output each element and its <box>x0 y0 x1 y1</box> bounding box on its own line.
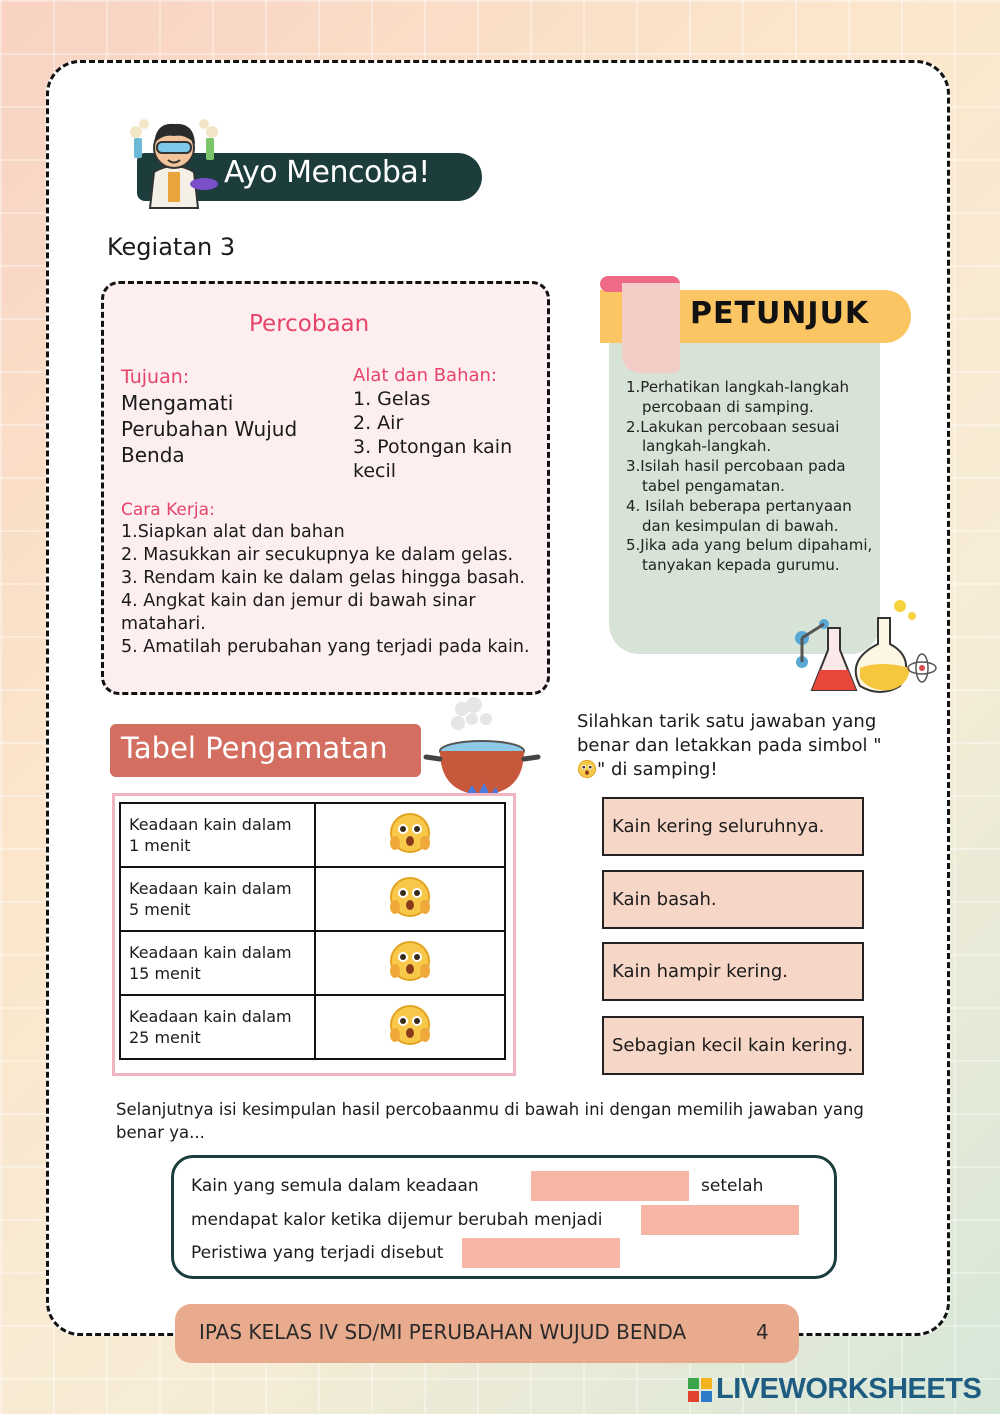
conclusion-line1-a: Kain yang semula dalam keadaan <box>191 1176 479 1196</box>
answer-choice[interactable]: Kain basah. <box>602 870 864 929</box>
table-row <box>120 867 505 931</box>
answer-choice[interactable]: Kain kering seluruhnya. <box>602 797 864 856</box>
flask-icon <box>790 598 940 698</box>
table-title: Tabel Pengamatan <box>121 731 388 765</box>
worried-face-icon <box>388 811 432 855</box>
row-label: Keadaan kain dalam 1 menit <box>120 803 315 867</box>
list-item: 2. Masukkan air secukupnya ke dalam gelas. <box>121 545 514 565</box>
worried-face-icon <box>388 1003 432 1047</box>
worried-face-icon <box>577 759 597 779</box>
conclusion-intro: Selanjutnya isi kesimpulan hasil percobaanmu di bawah ini dengan memilih jawaban yang benar ya... <box>116 1100 864 1142</box>
worried-face-icon <box>388 939 432 983</box>
answer-choice[interactable]: Kain hampir kering. <box>602 942 864 1001</box>
drop-target[interactable] <box>315 931 505 995</box>
goal-label: Tujuan: <box>121 366 190 388</box>
materials-list <box>353 387 543 483</box>
instruction-text-a: Silahkan tarik satu jawaban yang benar dan letakkan pada simbol " <box>577 711 882 756</box>
observation-table <box>119 802 506 1060</box>
ribbon <box>622 283 680 373</box>
answer-choice[interactable]: Sebagian kecil kain kering. <box>602 1016 864 1075</box>
drop-target[interactable] <box>315 995 505 1059</box>
steps-label: Cara Kerja: <box>121 500 215 520</box>
list-item: 1.Perhatikan langkah-langkah percobaan di samping. <box>626 378 850 416</box>
page-number: 4 <box>756 1320 769 1344</box>
answer-blank-3[interactable] <box>462 1238 620 1268</box>
goal-text: Mengamati Perubahan Wujud Benda <box>121 391 298 467</box>
row-label: Keadaan kain dalam 15 menit <box>120 931 315 995</box>
list-item: 3.Isilah hasil percobaan pada tabel pengamatan. <box>626 457 846 495</box>
experiment-title: Percobaan <box>249 311 370 337</box>
list-item: 1. Gelas <box>353 388 431 410</box>
table-row <box>120 995 505 1059</box>
liveworksheets-logo-icon <box>688 1378 712 1402</box>
materials-label: Alat dan Bahan: <box>353 365 497 386</box>
instruction-text-b: " di samping! <box>597 759 718 780</box>
footer-text: IPAS KELAS IV SD/MI PERUBAHAN WUJUD BENDA <box>199 1320 687 1344</box>
page-title: Ayo Mencoba! <box>224 155 430 190</box>
list-item: 1.Siapkan alat dan bahan <box>121 522 345 542</box>
list-item: 3. Potongan kain kecil <box>353 436 513 482</box>
list-item: 2. Air <box>353 412 404 434</box>
table-row <box>120 931 505 995</box>
row-label: Keadaan kain dalam 5 menit <box>120 867 315 931</box>
list-item: 5.Jika ada yang belum dipahami, tanyakan kepada gurumu. <box>626 536 873 575</box>
answer-blank-2[interactable] <box>641 1205 799 1235</box>
drop-target[interactable] <box>315 803 505 867</box>
brand-text: LIVEWORKSHEETS <box>716 1373 982 1405</box>
conclusion-line1-b: setelah <box>701 1176 764 1196</box>
list-item: 5. Amatilah perubahan yang terjadi pada kain. <box>121 637 530 657</box>
drag-instruction <box>577 710 897 782</box>
list-item: 4. Angkat kain dan jemur di bawah sinar matahari. <box>121 591 476 634</box>
activity-label: Kegiatan 3 <box>107 233 236 261</box>
list-item: 3. Rendam kain ke dalam gelas hingga basah. <box>121 568 525 588</box>
worried-face-icon <box>388 875 432 919</box>
list-item: 4. Isilah beberapa pertanyaan dan kesimpulan di bawah. <box>626 496 852 535</box>
steps-list <box>121 521 541 659</box>
instructions-list <box>626 378 876 576</box>
table-row <box>120 803 505 867</box>
row-label: Keadaan kain dalam 25 menit <box>120 995 315 1059</box>
drop-target[interactable] <box>315 867 505 931</box>
conclusion-line3: Peristiwa yang terjadi disebut <box>191 1243 444 1263</box>
cooking-pot-icon <box>422 697 542 807</box>
conclusion-line2: mendapat kalor ketika dijemur berubah menjadi <box>191 1210 603 1230</box>
answer-blank-1[interactable] <box>531 1171 689 1201</box>
list-item: 2.Lakukan percobaan sesuai langkah-langkah. <box>626 417 840 456</box>
instructions-title: PETUNJUK <box>690 296 870 331</box>
scientist-icon <box>124 110 224 210</box>
